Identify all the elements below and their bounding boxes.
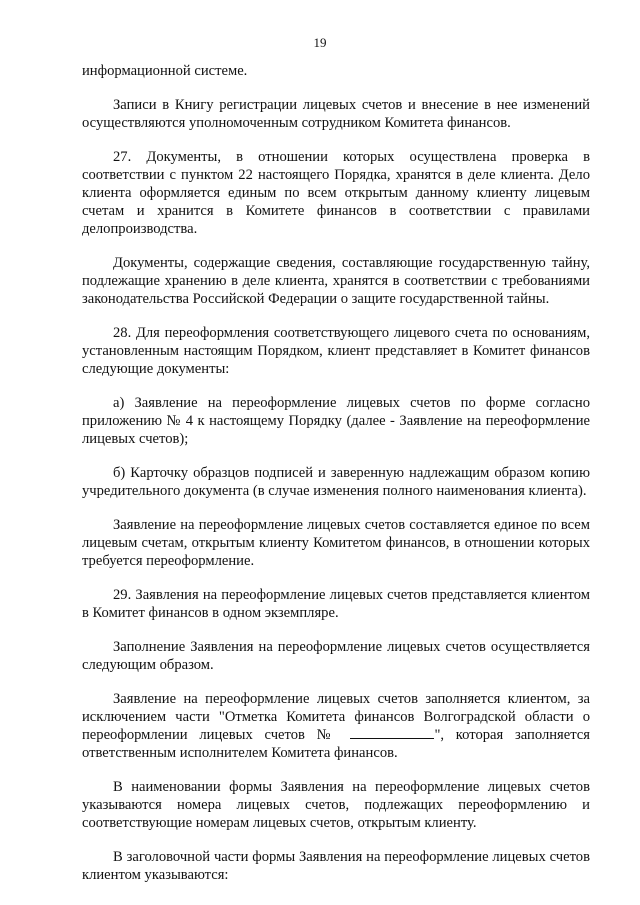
paragraph-subitem-a: а) Заявление на переоформление лицевых счетов по форме согласно приложению № 4 к настоящему Порядку (далее - Заявление на переоформление лицевых счетов); bbox=[82, 395, 590, 447]
document-body bbox=[82, 62, 590, 884]
paragraph-form-title-numbers: В наименовании формы Заявления на переоформление лицевых счетов указываются номера лицевых счетов, подлежащих переоформлению и соответствующие номерам лицевых счетов, открытым клиенту. bbox=[82, 779, 590, 831]
page-number: 19 bbox=[313, 35, 327, 50]
paragraph-filled-by-client bbox=[82, 690, 590, 762]
paragraph-state-secret: Документы, содержащие сведения, составляющие государственную тайну, подлежащие хранению в деле клиента, хранятся в соответствии с требованиями законодательства Российской Федерации о защите государственной тайны. bbox=[82, 255, 590, 307]
paragraph-header-section: В заголовочной части формы Заявления на переоформление лицевых счетов клиентом указываются: bbox=[82, 849, 590, 883]
paragraph-item-28: 28. Для переоформления соответствующего лицевого счета по основаниям, установленным настоящим Порядком, клиент представляет в Комитет финансов следующие документы: bbox=[82, 325, 590, 377]
paragraph-filled-by-client-text-2: ", которая заполняется ответственным исполнителем Комитета финансов. bbox=[82, 727, 590, 761]
blank-line bbox=[350, 726, 434, 739]
paragraph-single-application: Заявление на переоформление лицевых счетов составляется единое по всем лицевым счетам, открытым клиенту Комитетом финансов, в отношении которых требуется переоформление. bbox=[82, 517, 590, 569]
paragraph-registry-records: Записи в Книгу регистрации лицевых счетов и внесение в нее изменений осуществляются уполномоченным сотрудником Комитета финансов. bbox=[82, 97, 590, 131]
paragraph-item-27: 27. Документы, в отношении которых осуществлена проверка в соответствии с пунктом 22 настоящего Порядка, хранятся в деле клиента. Дело клиента оформляется единым по всем открытым данному клиенту лицевым счетам и хранится в Комитете финансов в соответствии с правилами делопроизводства. bbox=[82, 149, 590, 237]
paragraph-subitem-b: б) Карточку образцов подписей и заверенную надлежащим образом копию учредительного документа (в случае изменения полного наименования клиента). bbox=[82, 465, 590, 499]
paragraph-item-29: 29. Заявления на переоформление лицевых счетов представляется клиентом в Комитет финансов в одном экземпляре. bbox=[82, 587, 590, 621]
paragraph-filled-by-client-text-1: Заявление на переоформление лицевых счетов заполняется клиентом, за исключением части "Отметка Комитета финансов Волгоградской области о переоформлении лицевых счетов № bbox=[82, 691, 590, 743]
paragraph-filling-procedure: Заполнение Заявления на переоформление лицевых счетов осуществляется следующим образом. bbox=[82, 639, 590, 673]
paragraph-continuation: информационной системе. bbox=[82, 63, 248, 79]
